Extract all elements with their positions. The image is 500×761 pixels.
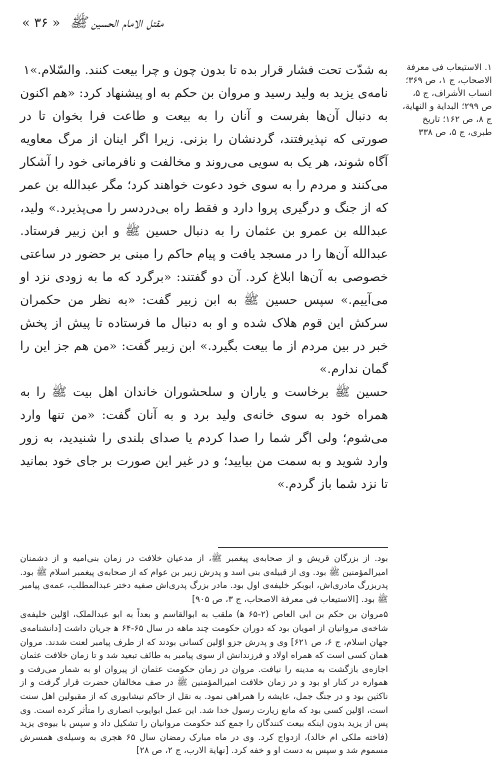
- page-header: [22, 14, 478, 40]
- footnote-divider: [218, 547, 388, 548]
- footnote-item: بود. از بزرگان قریش و از صحابه‌ی پیغمبر ﷺ، از مدعیان خلافت در زمان بنی‌امیه و از دشمنان امیرالمؤمنین ﷺ بود. وی از قبیله‌ی بنی اسد و پدرش زبیر بن عوام که از صحابه‌ی پیغمبر اسلام ﷺ بود. پدربزرگ مادری‌اش، ابوبکر خلیفه‌ی اول بود. مادر بزرگ پدری‌اش صفیه دختر عبدالمطلب، عمه‌ی پیامبر ﷺ بود. [الاستیعاب فی معرفة الاصحاب، ج ۳، ص ۹۰۵]: [20, 554, 388, 605]
- footnote-item: ۵مروان بن حکم بن ابی العاص (۲-۶۵ ه‍) ملقب به ابوالقاسم و بعداً به ابو عبدالملک، اوّلین خلیفه‌ی شاخه‌ی مروانیان از امویان بود که دوران حکومت چند ماهه در سال ۶۵-۶۴ ه‍ جریان داشت [دانشنامه‌ی جهان اسلام، ج ۶، ص ۶۲۱] وی و پدرش جزو اوّلین کسانی بودند که از طرف پیامبر لعنت شدند. مروان همان کسی است که همراه اولاد و فرزندانش از سوی پیامبر به طائف تبعید شد و تا زمان خلافت عثمان اجازه‌ی بازگشت به مدینه را نیافت. مروان در زمان حکومت عثمان از پیروان او به شمار می‌رفت و همواره در کنار او بود و در زمان خلافت امیرالمؤمنین ﷺ در صف مخالفان حضرت قرار گرفت و از ناکثین بود و در جنگ جمل، عایشه را همراهی نمود. به نقل از حاکم نیشابوری که از مقبولین اهل سنت است، اوّلین کسی بود که مانع زیارت رسول خدا شد. این عمل ابوایوب انصاری را متأثر کرده است. وی پس از یزید بدون اینکه بیعت کنندگان را جمع کند حکومت مروانیان را تشکیل داد و سپس با بیوه‌ی یزید (فاخته ملکی ام خالد)، ازدواج کرد. وی در ماه مبارک رمضان سال ۶۵ هجری به وسیله‌ی همسرش مسموم شد و سپس به دست او و خفه کرد. [نهایة الارب، ج ۲، ص ۲۸]: [20, 610, 389, 757]
- main-body: [20, 58, 388, 495]
- body-paragraph: نامه‌ی یزید به ولید رسید و مروان بن حکم به او پیشنهاد کرد: «هم اکنون به دنبال آن‌ها بفرست و آنان را به بیعت و طاعت فرا بخوان تا در صورتی که نپذیرفتند، گردنشان را بزنی. زیرا اگر اینان از مرگ معاویه آگاه شوند، هر یک به سویی می‌روند و مخالفت و نافرمانی خود را آشکار می‌کنند و مردم را به سوی خود دعوت خواهند کرد؛ مگر عبدالله بن عمر که از جنگ و درگیری پروا دارد و فقط راه بی‌دردسر را می‌پذیرد.» ولید، عبدالله بن عمرو بن عثمان را به دنبال حسین ﷺ و ابن زبیر فرستاد. عبدالله آن‌ها را در مسجد یافت و پیام حاکم را مبنی بر حضور در ساعتی خصوصی به آن‌ها ابلاغ کرد. آن دو گفتند: «برگرد که ما به زودی نزد او می‌آییم.» سپس حسین ﷺ به ابن زبیر گفت: «به نظر من حکمران سرکش این قوم هلاک شده و او به دنبال ما فرستاده تا پیش از پخش خبر در بین مردم از ما بیعت بگیرد.» ابن زبیر گفت: «من هم جز این را گمان ندارم.»: [20, 85, 388, 376]
- footnotes: [20, 553, 388, 761]
- side-footnote: [400, 62, 492, 140]
- body-paragraph: به شدّت تحت فشار قرار بده تا بدون چون و چرا بیعت کنند. والسّلام.»۱: [23, 62, 388, 77]
- page-number: « ۳۶ »: [22, 16, 61, 31]
- body-paragraph: حسین ﷺ برخاست و یاران و سلحشوران خاندان اهل بیت ﷺ را به همراه خود به سوی خانه‌ی ولید برد و به آنان گفت: «من تنها وارد می‌شوم؛ ولی اگر شما را صدا کردم یا صدای بلندی را شنیدید، به زور وارد شوید و به سمت من بیایید؛ و در غیر این صورت بر جای خود بمانید تا نزد شما باز گردم.»: [20, 384, 388, 491]
- side-footnote-text: ۱. الاستیعاب فی معرفة الاصحاب، ج ۱، ص ۳۶۹؛ انساب الأشراف، ج ۵، ص ۲۹۹؛ البدایة و النهایة، ج ۸، ص ۱۶۲؛ تاریخ طبری، ج ۵، ص ۳۳۸: [402, 63, 492, 138]
- running-title: مقتل الامام الحسین ﷺ: [70, 15, 164, 31]
